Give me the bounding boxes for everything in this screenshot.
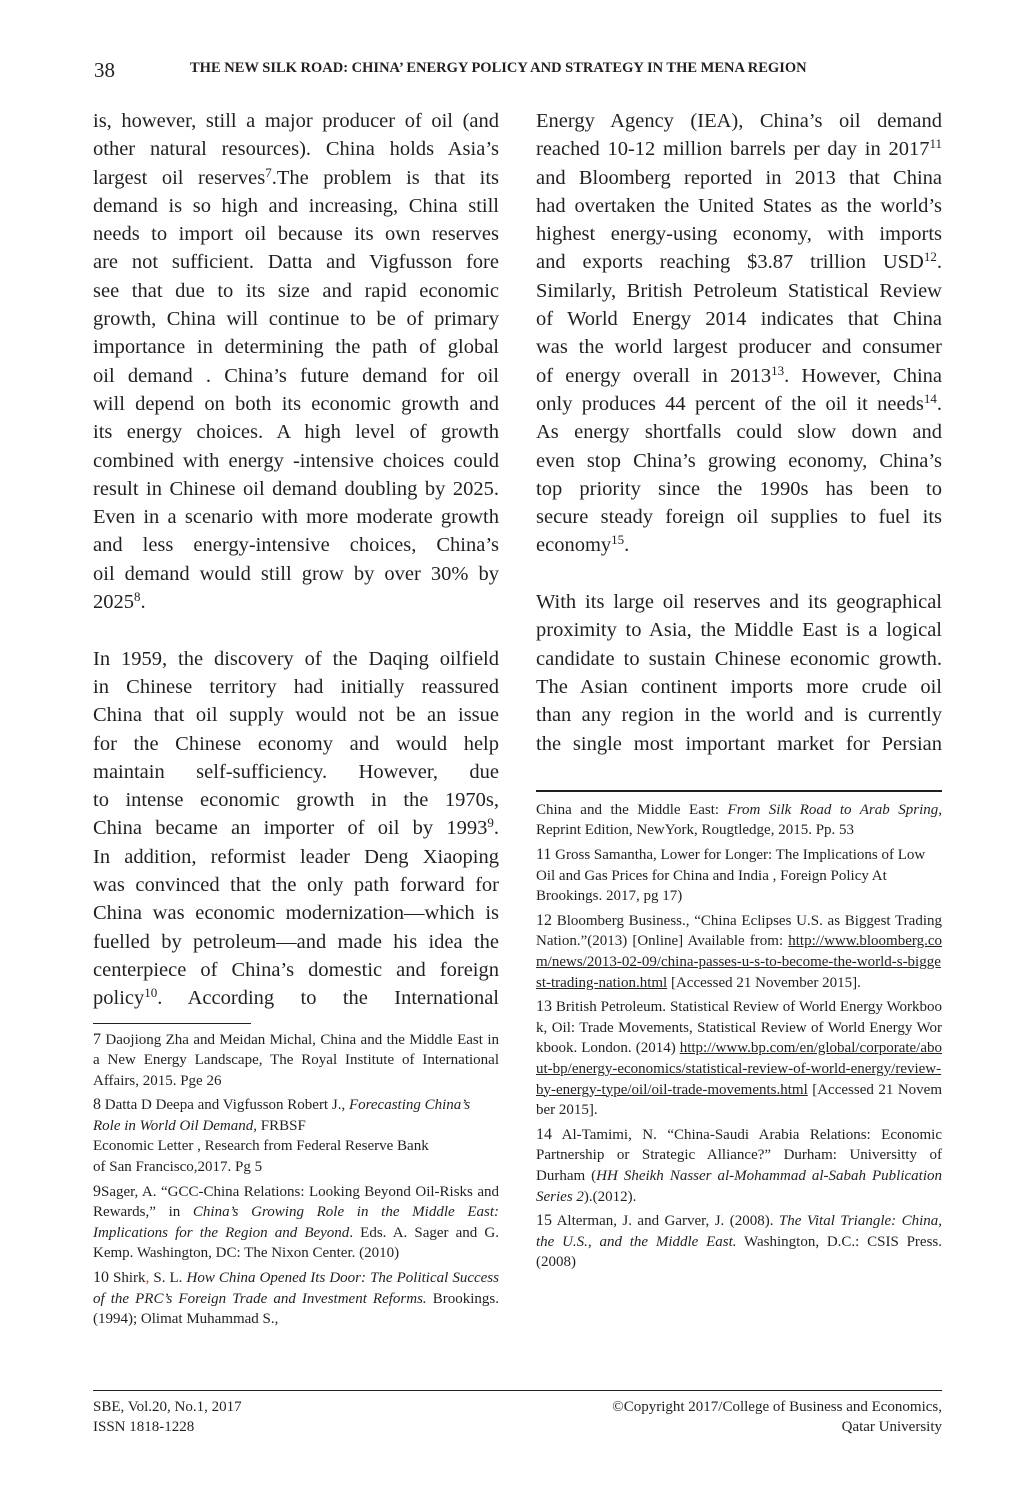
body-line: and less energy-intensive choices, China’s [93,534,499,557]
body-line: Even in a scenario with more moderate growth [93,506,499,529]
body-line: demand is so high and increasing, China still [93,194,499,217]
footer-volume: SBE, Vol.20, No.1, 2017 [93,1399,242,1415]
left-footnotes [93,1030,499,1330]
footnote-ref-13[interactable]: 13 [771,362,785,378]
body-line: will depend on both its economic growth and [93,392,499,415]
footnote-ref-11[interactable]: 11 [929,136,942,152]
body-line: Energy Agency (IEA), China’s oil demand [536,110,942,132]
body-line: of energy overall in 2013$^{13}$. However, China [536,362,942,387]
running-title: THE NEW SILK ROAD: CHINA’ ENERGY POLICY AND STRATEGY IN THE MENA REGION [190,60,807,76]
body-line: proximity to Asia, the Middle East is a logical [536,619,942,642]
body-line: needs to import oil because its own reserves [93,223,499,246]
body-line: candidate to sustain Chinese economic growth. [536,647,942,670]
footnote-ref-10[interactable]: 10 [144,985,158,1001]
body-line: growth, China will continue to be of primary [93,308,499,331]
body-line: importance in determining the path of global [93,336,499,359]
body-line: In addition, reformist leader Deng Xiaoping [93,845,499,868]
paragraph-gap [536,560,942,588]
body-line: the single most important market for Persian [536,732,942,755]
left-body-text [93,107,499,1013]
body-line: and exports reaching $3.87 trillion USD$^{12}$. [536,249,942,274]
body-line: oil demand would still grow by over 30% by [93,562,499,585]
footnote-ref-12[interactable]: 12 [923,249,937,265]
left-column [93,107,499,1334]
body-line: fuelled by petroleum—and made his idea the [93,930,499,953]
body-line: result in Chinese oil demand doubling by 2025. [93,477,499,500]
body-line: even stop China’s growing economy, China’s [536,449,942,472]
body-line: oil demand . China’s future demand for oil [93,364,499,387]
body-line: than any region in the world and is currently [536,704,942,727]
body-line: was the world largest producer and consumer [536,336,942,359]
body-line: reached 10-12 million barrels per day in 2017$^{11}$ [536,136,942,161]
body-line: top priority since the 1990s has been to [536,477,942,500]
footnote-ref-7[interactable]: 7 [265,164,272,180]
body-line: is, however, still a major producer of oil (and [93,110,499,132]
footnote-ref-9[interactable]: 9 [487,815,494,831]
footnote-ref-15[interactable]: 15 [611,532,625,548]
body-line: other natural resources). China holds Asia’s [93,138,499,161]
body-line: policy$^{10}$. According to the International [93,985,499,1010]
footnote-rule [93,1023,251,1024]
footer-university: Qatar University [841,1419,942,1435]
body-line: Similarly, British Petroleum Statistical Review [536,279,942,302]
footer-copyright-line: ©Copyright 2017/College of Business and Economics, [612,1399,942,1415]
footnote-12-link[interactable]: http://www.bloomberg.com/news/2013-02-09/china-passes-u-s-to-become-the-world-s-biggest-trading-nation.html [536,933,942,991]
body-line: economy$^{15}$. [536,532,630,557]
body-line: to intense economic growth in the 1970s, [93,789,499,812]
page-number: 38 [94,58,115,82]
body-line: maintain self-sufficiency. However, due [93,760,499,783]
body-line: had overtaken the United States as the world’s [536,194,942,217]
footnote-10: 10 Shirk, S. L. How China Opened Its Door: The Political Success of the PRC’s Foreign Trade and Investment Reforms. Brookings. (1994); Olimat Muhammad S., [93,1269,499,1328]
footer-journal-info [93,1397,242,1437]
body-line: see that due to its size and rapid economic [93,279,499,302]
body-line: highest energy-using economy, with imports [536,223,942,246]
body-line: combined with energy -intensive choices could [93,449,499,472]
body-line: only produces 44 percent of the oil it needs$^{14}$. [536,390,942,415]
body-line: China was economic modernization—which is [93,902,499,925]
body-line: are not sufficient. Datta and Vigfusson fore [93,251,499,274]
right-column [536,107,942,1277]
footer-copyright [612,1397,942,1437]
body-line: 2025$^8$. [93,589,146,614]
right-body-text [536,107,942,758]
footnote-14: 14 Al-Tamimi, N. “China-Saudi Arabia Relations: Economic Partnership or Strategic Alliance?” Durham: Universitty of Durham (HH Sheikh Nasser al-Mohammad al-Sabah Publication Series 2).(2012). [536,1125,942,1205]
body-line: China became an importer of oil by 1993$^9$. [93,815,499,840]
body-line: secure steady foreign oil supplies to fuel its [536,506,942,529]
right-footnotes [536,800,942,1273]
footnote-10-continued: China and the Middle East: From Silk Road to Arab Spring, Reprint Edition, NewYork, Rougtledge, 2015. Pp. 53 [536,801,942,839]
footnote-7: 7 Daojiong Zha and Meidan Michal, China and the Middle East in a New Energy Landscape, The Royal Institute of International Affairs, 2015. Pge 26 [93,1030,499,1089]
footnote-ref-8[interactable]: 8 [134,589,141,605]
body-line: With its large oil reserves and its geographical [536,591,942,614]
footnote-8: 8 Datta D Deepa and Vigfusson Robert J., Forecasting China’s Role in World Oil Demand, FRBSF Economic Letter , Research from Federal Reserve Bank of San Francisco,2017. Pg 5 [93,1096,471,1176]
body-line: was convinced that the only path forward for [93,874,499,897]
body-line: As energy shortfalls could slow down and [536,421,942,444]
body-line: In 1959, the discovery of the Daqing oilfield [93,647,499,670]
footer-issn: ISSN 1818-1228 [93,1419,195,1435]
footnote-13: 13 British Petroleum. Statistical Review of World Energy Workbook, Oil: Trade Movements, Statistical Review of World Energy Workbook. London. (2014) http://www.bp.com/en/global/corporate/about-bp/energy-economics/statistical-review-of-world-energy/review-by-energy-type/oil/oil-trade-movements.html [Accessed 21 November 2015]. [536,998,942,1119]
footnote-11: 11 Gross Samantha, Lower for Longer: The Implications of Low Oil and Gas Prices for China and India , Foreign Policy At Brookings. 2017, pg 17) [536,846,926,905]
body-line: its energy choices. A high level of growth [93,421,499,444]
footnote-15: 15 Alterman, J. and Garver, J. (2008). The Vital Triangle: China, the U.S., and the Middle East. Washington, D.C.: CSIS Press. (2008) [536,1212,943,1271]
body-line: China that oil supply would not be an issue [93,704,499,727]
footnote-ref-14[interactable]: 14 [923,390,937,406]
body-line: and Bloomberg reported in 2013 that China [536,166,942,189]
body-line: centerpiece of China’s domestic and foreign [93,958,499,981]
body-line: for the Chinese economy and would help [93,732,499,755]
footnote-rule [536,790,942,792]
footer-rule [93,1390,942,1391]
body-line: largest oil reserves$^7$.The problem is that its [93,164,499,189]
body-line: in Chinese territory had initially reassured [93,675,499,698]
body-line: The Asian continent imports more crude oil [536,675,942,698]
footnote-12: 12 Bloomberg Business., “China Eclipses U.S. as Biggest Trading Nation.”(2013) [Online] Available from: http://www.bloomberg.com/news/2013-02-09/china-passes-u-s-to-become-the-world-s-biggest-trading-nation.html [Accessed 21 November 2015]. [536,911,942,991]
footnote-13-link[interactable]: http://www.bp.com/en/global/corporate/about-bp/energy-economics/statistical-review-of-world-energy/review-by-energy-type/oil/oil-trade-movements.html [536,1040,942,1098]
footnote-9: 9Sager, A. “GCC-China Relations: Looking Beyond Oil-Risks and Rewards,” in China’s Growing Role in the Middle East: Implications for the Region and Beyond. Eds. A. Sager and G. Kemp. Washington, DC: The Nixon Center. (2010) [93,1182,499,1262]
body-line: of World Energy 2014 indicates that China [536,308,942,331]
paragraph-gap [93,616,499,644]
